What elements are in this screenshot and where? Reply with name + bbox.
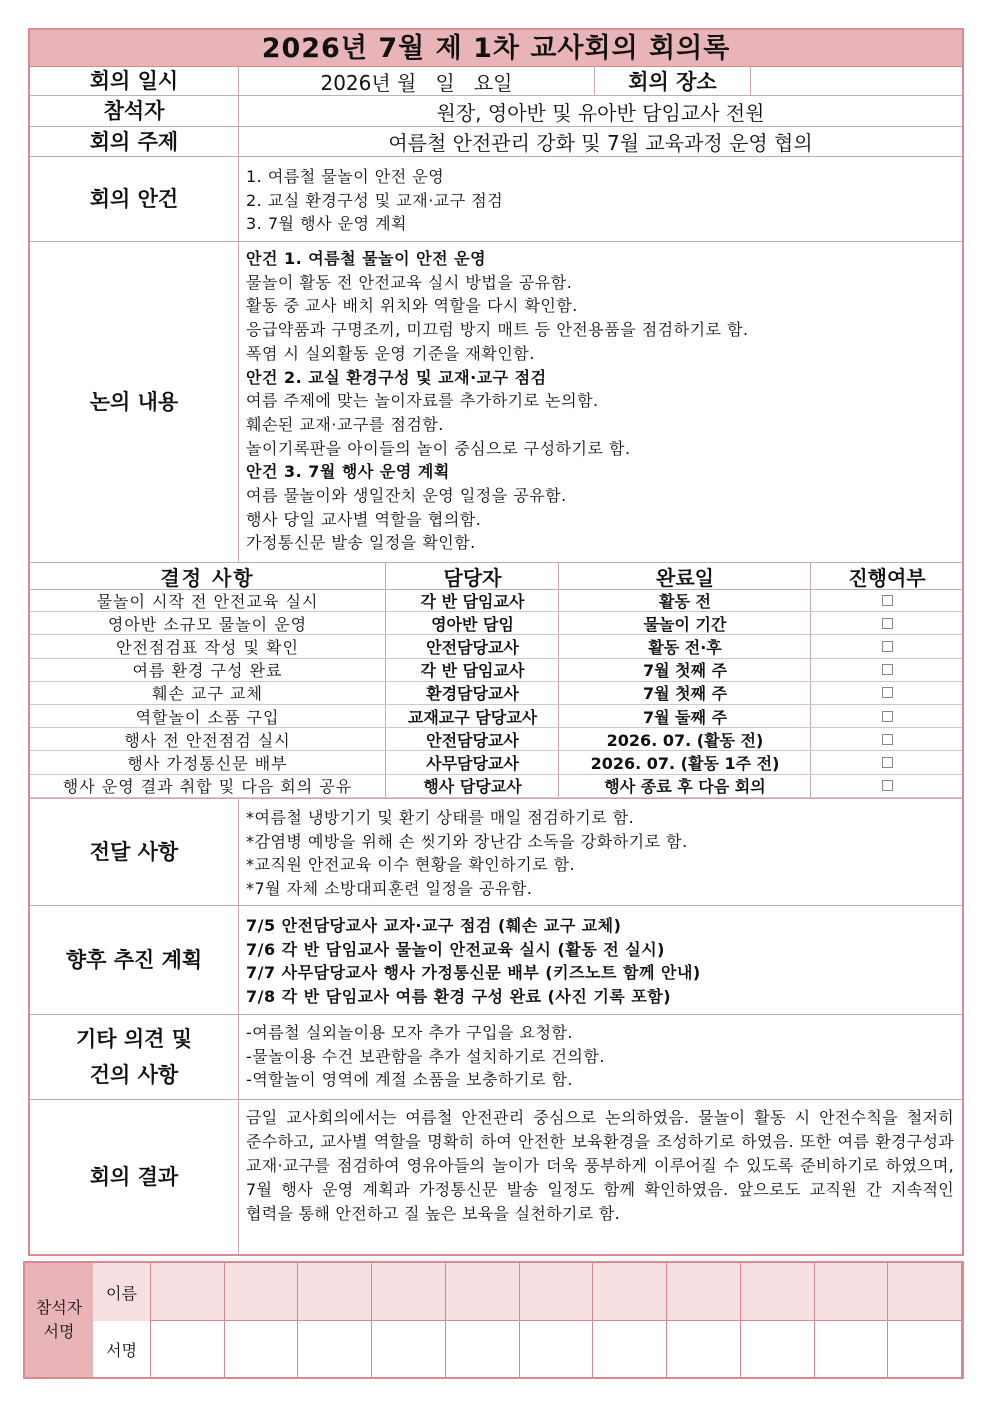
other-line: -역할놀이 영역에 계절 소품을 보충하기로 함. <box>246 1070 573 1090</box>
notice-line: *감염병 예방을 위해 손 씻기와 장난감 소독을 강화하기로 함. <box>246 831 688 851</box>
discussion-line: 여름 주제에 맞는 놀이자료를 추가하기로 논의함. <box>246 391 599 411</box>
discussion-line: 여름 물놀이와 생일잔치 운영 일정을 공유함. <box>246 486 567 506</box>
decision-due: 2026. 07. (활동 전) <box>558 728 811 750</box>
signature-name-cell[interactable] <box>815 1263 889 1321</box>
discussion-line: 가정통신문 발송 일정을 확인함. <box>246 533 476 553</box>
plan-line: 7/5 안전담당교사 교자·교구 점검 (훼손 교구 교체) <box>246 916 622 935</box>
signature-name-cell[interactable] <box>298 1263 372 1321</box>
result-label: 회의 결과 <box>30 1100 239 1254</box>
decision-item: 행사 가정통신문 배부 <box>127 753 288 773</box>
other-line: -물놀이용 수건 보관함을 추가 설치하기로 건의함. <box>246 1046 605 1066</box>
notices-content <box>239 799 962 905</box>
decision-row <box>30 682 962 705</box>
decision-header-status: 진행여부 <box>810 563 963 589</box>
discussion-line: 활동 중 교사 배치 위치와 역할을 다시 확인함. <box>246 296 578 316</box>
status-checkbox[interactable] <box>882 618 893 629</box>
meeting-date-value[interactable]: 2026년 월 일 요일 <box>239 67 595 95</box>
result-row <box>30 1100 962 1254</box>
decision-owner: 영아반 담임 <box>385 612 559 634</box>
decision-item: 영아반 소규모 물놀이 운영 <box>107 614 308 634</box>
others-label: 기타 의견 및 건의 사항 <box>30 1015 239 1099</box>
plans-content <box>239 906 962 1014</box>
notice-line: *여름철 냉방기기 및 환기 상태를 매일 점검하기로 함. <box>246 808 635 827</box>
signature-label: 참석자 서명 <box>25 1263 94 1377</box>
signature-name-cell[interactable] <box>593 1263 667 1321</box>
decision-row <box>30 612 962 635</box>
decision-item: 행사 운영 결과 취합 및 다음 회의 공유 <box>62 777 353 797</box>
decision-due: 7월 첫째 주 <box>558 682 811 704</box>
meeting-place-label: 회의 장소 <box>595 67 751 95</box>
discussion-row <box>30 242 962 563</box>
decision-due: 7월 첫째 주 <box>558 659 811 681</box>
decision-item: 안전점검표 작성 및 확인 <box>116 637 299 657</box>
agenda-item: 3. 7월 행사 운영 계획 <box>246 214 407 234</box>
discussion-heading: 안건 3. 7월 행사 운영 계획 <box>246 462 450 482</box>
others-row <box>30 1015 962 1100</box>
meeting-place-value[interactable] <box>751 67 962 95</box>
plans-label: 향후 추진 계획 <box>30 906 239 1014</box>
decision-row <box>30 589 962 612</box>
attendees-label: 참석자 <box>30 96 239 126</box>
decision-owner: 각 반 담임교사 <box>385 659 559 681</box>
others-content <box>239 1015 962 1099</box>
decisions-header <box>30 563 962 590</box>
plan-line: 7/7 사무담당교사 행사 가정통신문 배부 (키즈노트 함께 안내) <box>246 963 701 983</box>
result-text: 금일 교사회의에서는 여름철 안전관리 중심으로 논의하였음. 물놀이 활동 시 안전수칙을 철저히 준수하고, 교사별 역할을 명확히 하여 안전한 보육환경을 조성하기로 하였음. 또한 여름 환경구성과 교재·교구를 점검하여 영유아들의 놀이가 더욱 풍부하게 이루어질 수 있도록 준비하기로 하였으며, 7월 행사 운영 계획과 가정통신문 발송 일정도 함께 확인하였음. 앞으로도 교직원 간 지속적인 협력을 통해 안전하고 질 높은 보육을 실천하기로 함. <box>246 1108 954 1223</box>
decision-row <box>30 635 962 658</box>
signature-sign-label: 서명 <box>93 1321 151 1377</box>
decision-row <box>30 775 962 798</box>
signature-name-cell[interactable] <box>225 1263 299 1321</box>
discussion-line: 행사 당일 교사별 역할을 협의함. <box>246 509 482 529</box>
plans-row <box>30 906 962 1015</box>
signature-table <box>23 1261 964 1379</box>
notice-line: *7월 자체 소방대피훈련 일정을 공유함. <box>246 879 533 899</box>
signature-name-cell[interactable] <box>888 1263 962 1321</box>
decision-due: 7월 둘째 주 <box>558 705 811 727</box>
discussion-line: 놀이기록판을 아이들의 놀이 중심으로 구성하기로 함. <box>246 438 631 458</box>
discussion-line: 응급약품과 구명조끼, 미끄럼 방지 매트 등 안전용품을 점검하기로 함. <box>246 320 749 340</box>
signature-sign-cell[interactable] <box>372 1321 446 1377</box>
signature-sign-cell[interactable] <box>888 1321 962 1377</box>
status-checkbox[interactable] <box>882 780 893 791</box>
meeting-date-row <box>30 67 962 96</box>
signature-sign-cell[interactable] <box>741 1321 815 1377</box>
topic-value[interactable]: 여름철 안전관리 강화 및 7월 교육과정 운영 협의 <box>388 131 813 155</box>
decision-owner: 사무담당교사 <box>385 751 559 773</box>
decision-header-item: 결정 사항 <box>160 565 255 590</box>
status-checkbox[interactable] <box>882 641 893 652</box>
signature-sign-cell[interactable] <box>667 1321 741 1377</box>
decision-row <box>30 659 962 682</box>
agenda-list <box>239 157 962 241</box>
signature-name-cell[interactable] <box>741 1263 815 1321</box>
decision-header-due: 완료일 <box>558 563 811 589</box>
minutes-sheet <box>28 28 964 1256</box>
signature-sign-cell[interactable] <box>815 1321 889 1377</box>
signature-sign-cell[interactable] <box>225 1321 299 1377</box>
signature-sign-cell[interactable] <box>593 1321 667 1377</box>
signature-sign-cell[interactable] <box>298 1321 372 1377</box>
signature-sign-cell[interactable] <box>520 1321 594 1377</box>
decision-item: 행사 전 안전점검 실시 <box>124 730 291 750</box>
discussion-label: 논의 내용 <box>30 242 239 562</box>
attendees-value[interactable]: 원장, 영아반 및 유아반 담임교사 전원 <box>436 100 765 125</box>
plan-line: 7/6 각 반 담임교사 물놀이 안전교육 실시 (활동 전 실시) <box>246 939 665 959</box>
decision-header-owner: 담당자 <box>385 563 559 589</box>
decision-due: 행사 종료 후 다음 회의 <box>558 775 811 797</box>
status-checkbox[interactable] <box>882 711 893 722</box>
decision-item: 훼손 교구 교체 <box>152 684 263 704</box>
document-title: 2026년 7월 제 1차 교사회의 회의록 <box>30 30 962 67</box>
discussion-content <box>239 242 962 562</box>
decision-item: 물놀이 시작 전 안전교육 실시 <box>96 591 319 611</box>
signature-name-cell[interactable] <box>446 1263 520 1321</box>
decision-owner: 안전담당교사 <box>385 635 559 657</box>
decision-row <box>30 728 962 751</box>
signature-name-label: 이름 <box>93 1263 151 1322</box>
agenda-item: 1. 여름철 물놀이 안전 운영 <box>246 167 445 186</box>
decision-owner: 환경담당교사 <box>385 682 559 704</box>
discussion-heading: 안건 1. 여름철 물놀이 안전 운영 <box>246 249 487 268</box>
decision-due: 활동 전 <box>558 589 811 611</box>
status-checkbox[interactable] <box>882 687 893 698</box>
signature-name-cell[interactable] <box>372 1263 446 1321</box>
decision-due: 2026. 07. (활동 1주 전) <box>558 751 811 773</box>
status-checkbox[interactable] <box>882 734 893 745</box>
status-checkbox[interactable] <box>882 664 893 675</box>
topic-row <box>30 127 962 157</box>
decision-due: 활동 전·후 <box>558 635 811 657</box>
signature-name-cell[interactable] <box>151 1263 225 1321</box>
status-checkbox[interactable] <box>882 757 893 768</box>
notices-row <box>30 798 962 906</box>
agenda-row <box>30 157 962 242</box>
meeting-date-label: 회의 일시 <box>30 67 239 95</box>
discussion-line: 훼손된 교재·교구를 점검함. <box>246 414 444 434</box>
discussion-heading: 안건 2. 교실 환경구성 및 교재·교구 점검 <box>246 367 547 387</box>
decision-row <box>30 705 962 728</box>
notices-label: 전달 사항 <box>30 799 239 905</box>
decision-item: 역할놀이 소품 구입 <box>135 707 280 727</box>
decision-owner: 각 반 담임교사 <box>385 589 559 611</box>
attendees-row <box>30 96 962 127</box>
signature-sign-cell[interactable] <box>151 1321 225 1377</box>
decision-owner: 행사 담당교사 <box>385 775 559 797</box>
notice-line: *교직원 안전교육 이수 현황을 확인하기로 함. <box>246 855 576 875</box>
topic-label: 회의 주제 <box>30 127 239 156</box>
discussion-line: 물놀이 활동 전 안전교육 실시 방법을 공유함. <box>246 272 573 292</box>
decision-row <box>30 751 962 774</box>
agenda-item: 2. 교실 환경구성 및 교재·교구 점검 <box>246 190 504 210</box>
plan-line: 7/8 각 반 담임교사 여름 환경 구성 완료 (사진 기록 포함) <box>246 987 672 1007</box>
decision-item: 여름 환경 구성 완료 <box>132 661 283 681</box>
signature-name-cell[interactable] <box>520 1263 594 1321</box>
decision-owner: 안전담당교사 <box>385 728 559 750</box>
signature-name-cell[interactable] <box>667 1263 741 1321</box>
decision-owner: 교재교구 담당교사 <box>385 705 559 727</box>
signature-sign-cell[interactable] <box>446 1321 520 1377</box>
agenda-label: 회의 안건 <box>30 157 239 241</box>
other-line: -여름철 실외놀이용 모자 추가 구입을 요청함. <box>246 1023 573 1042</box>
decision-due: 물놀이 기간 <box>558 612 811 634</box>
discussion-line: 폭염 시 실외활동 운영 기준을 재확인함. <box>246 343 535 363</box>
status-checkbox[interactable] <box>882 595 893 606</box>
